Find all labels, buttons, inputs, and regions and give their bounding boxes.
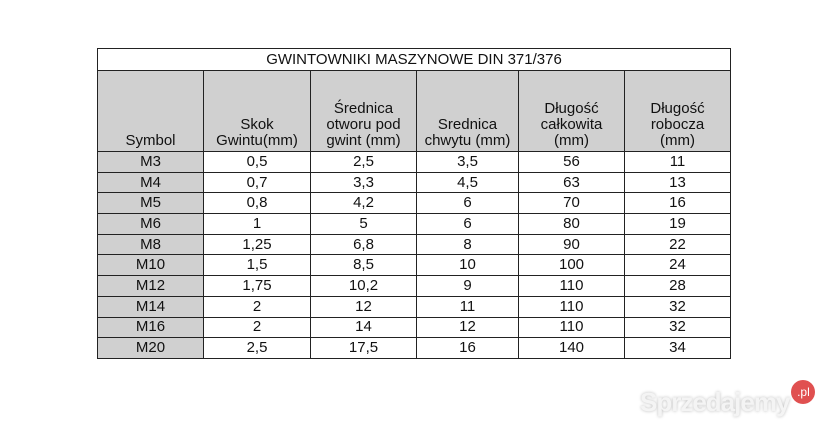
- value-cell: 16: [625, 193, 731, 214]
- symbol-cell: M5: [98, 193, 204, 214]
- sprzedajemy-watermark: [640, 380, 815, 418]
- symbol-cell: M12: [98, 276, 204, 297]
- value-cell: 11: [417, 296, 519, 317]
- value-cell: 2,5: [311, 152, 417, 173]
- symbol-cell: M10: [98, 255, 204, 276]
- value-cell: 2,5: [204, 338, 311, 359]
- value-cell: 11: [625, 152, 731, 173]
- table-title: GWINTOWNIKI MASZYNOWE DIN 371/376: [98, 49, 731, 71]
- value-cell: 34: [625, 338, 731, 359]
- table-row: [98, 152, 731, 173]
- value-cell: 110: [519, 276, 625, 297]
- value-cell: 1,5: [204, 255, 311, 276]
- value-cell: 24: [625, 255, 731, 276]
- value-cell: 56: [519, 152, 625, 173]
- symbol-cell: M8: [98, 234, 204, 255]
- column-header: Skok Gwintu(mm): [204, 71, 311, 152]
- value-cell: 100: [519, 255, 625, 276]
- value-cell: 19: [625, 214, 731, 235]
- value-cell: 10,2: [311, 276, 417, 297]
- table-row: [98, 338, 731, 359]
- value-cell: 3,5: [417, 152, 519, 173]
- value-cell: 6: [417, 193, 519, 214]
- table-row: [98, 276, 731, 297]
- value-cell: 4,2: [311, 193, 417, 214]
- watermark-badge: .pl: [791, 380, 815, 404]
- value-cell: 3,3: [311, 172, 417, 193]
- value-cell: 0,8: [204, 193, 311, 214]
- symbol-cell: M4: [98, 172, 204, 193]
- value-cell: 140: [519, 338, 625, 359]
- value-cell: 70: [519, 193, 625, 214]
- value-cell: 10: [417, 255, 519, 276]
- value-cell: 0,5: [204, 152, 311, 173]
- symbol-cell: M3: [98, 152, 204, 173]
- symbol-cell: M16: [98, 317, 204, 338]
- table-row: [98, 172, 731, 193]
- watermark-text: Sprzedajemy: [640, 387, 790, 417]
- column-header: Długość całkowita (mm): [519, 71, 625, 152]
- table-row: [98, 317, 731, 338]
- column-header: Srednica chwytu (mm): [417, 71, 519, 152]
- value-cell: 2: [204, 317, 311, 338]
- value-cell: 8,5: [311, 255, 417, 276]
- value-cell: 110: [519, 296, 625, 317]
- value-cell: 28: [625, 276, 731, 297]
- value-cell: 13: [625, 172, 731, 193]
- value-cell: 110: [519, 317, 625, 338]
- value-cell: 4,5: [417, 172, 519, 193]
- table-row: [98, 214, 731, 235]
- value-cell: 22: [625, 234, 731, 255]
- value-cell: 5: [311, 214, 417, 235]
- column-header: Długość robocza (mm): [625, 71, 731, 152]
- value-cell: 9: [417, 276, 519, 297]
- value-cell: 12: [417, 317, 519, 338]
- value-cell: 1,75: [204, 276, 311, 297]
- column-header: Średnica otworu pod gwint (mm): [311, 71, 417, 152]
- value-cell: 63: [519, 172, 625, 193]
- value-cell: 1: [204, 214, 311, 235]
- value-cell: 12: [311, 296, 417, 317]
- value-cell: 16: [417, 338, 519, 359]
- value-cell: 32: [625, 317, 731, 338]
- header-row: [98, 71, 731, 152]
- value-cell: 14: [311, 317, 417, 338]
- value-cell: 32: [625, 296, 731, 317]
- value-cell: 17,5: [311, 338, 417, 359]
- symbol-cell: M14: [98, 296, 204, 317]
- symbol-cell: M6: [98, 214, 204, 235]
- table-row: [98, 193, 731, 214]
- table-row: [98, 234, 731, 255]
- value-cell: 2: [204, 296, 311, 317]
- value-cell: 1,25: [204, 234, 311, 255]
- value-cell: 80: [519, 214, 625, 235]
- symbol-cell: M20: [98, 338, 204, 359]
- value-cell: 0,7: [204, 172, 311, 193]
- value-cell: 6: [417, 214, 519, 235]
- value-cell: 8: [417, 234, 519, 255]
- value-cell: 90: [519, 234, 625, 255]
- value-cell: 6,8: [311, 234, 417, 255]
- taps-table: [97, 48, 731, 359]
- table-row: [98, 255, 731, 276]
- table-row: [98, 296, 731, 317]
- column-header: Symbol: [98, 71, 204, 152]
